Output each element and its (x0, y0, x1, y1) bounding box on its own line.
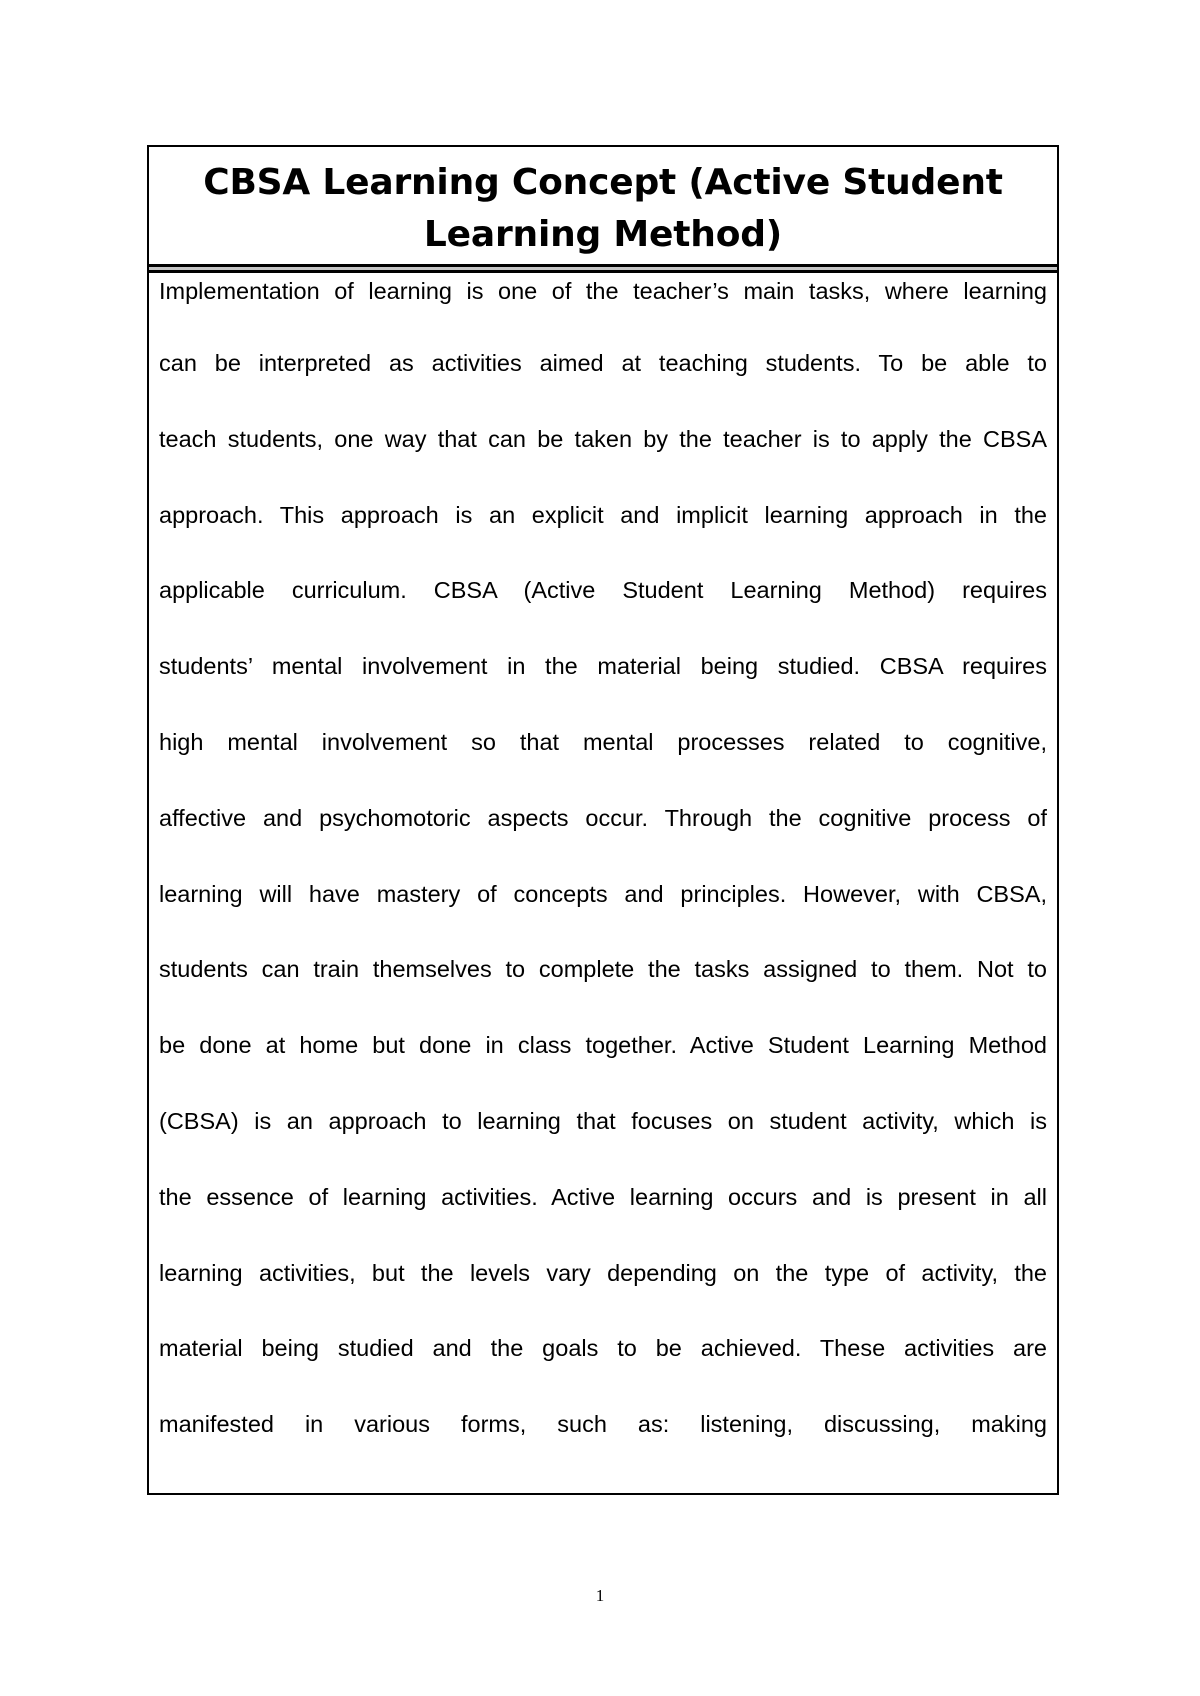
body-text-line: teach students, one way that can be taken by the teacher is to apply the CBSA (159, 425, 1047, 452)
body-text-line: (CBSA) is an approach to learning that focuses on student activity, which is (159, 1107, 1047, 1134)
title-cell (149, 147, 1057, 264)
page-number: 1 (595, 1586, 605, 1605)
body-text-line: applicable curriculum. CBSA (Active Student Learning Method) requires (159, 577, 1047, 604)
body-text-line: approach. This approach is an explicit and implicit learning approach in the (159, 501, 1047, 528)
title-separator (149, 264, 1057, 273)
body-text-line: material being studied and the goals to be achieved. These activities are (159, 1335, 1047, 1362)
body-text-line: students can train themselves to complete the tasks assigned to them. Not to (159, 956, 1047, 983)
body-text-line: learning will have mastery of concepts and principles. However, with CBSA, (159, 880, 1047, 907)
content-table (147, 145, 1059, 1495)
body-text-line: learning activities, but the levels vary depending on the type of activity, the (159, 1259, 1047, 1286)
body-text-line: be done at home but done in class together. Active Student Learning Method (159, 1032, 1047, 1059)
body-text-line: affective and psychomotoric aspects occur. Through the cognitive process of (159, 804, 1047, 831)
body-text-line: high mental involvement so that mental processes related to cognitive, (159, 728, 1047, 755)
page-title-line-1: CBSA Learning Concept (Active Student (203, 162, 1003, 203)
body-text-line: the essence of learning activities. Active learning occurs and is present in all (159, 1183, 1047, 1210)
body-cell (149, 273, 1057, 1482)
body-text-line: can be interpreted as activities aimed at teaching students. To be able to (159, 350, 1047, 376)
page-title-line-2: Learning Method) (423, 214, 783, 255)
body-text-line: Implementation of learning is one of the teacher’s main tasks, where learning (159, 278, 1047, 304)
body-text-line: students’ mental involvement in the material being studied. CBSA requires (159, 653, 1047, 680)
body-text-line: manifested in various forms, such as: listening, discussing, making (159, 1411, 1047, 1438)
